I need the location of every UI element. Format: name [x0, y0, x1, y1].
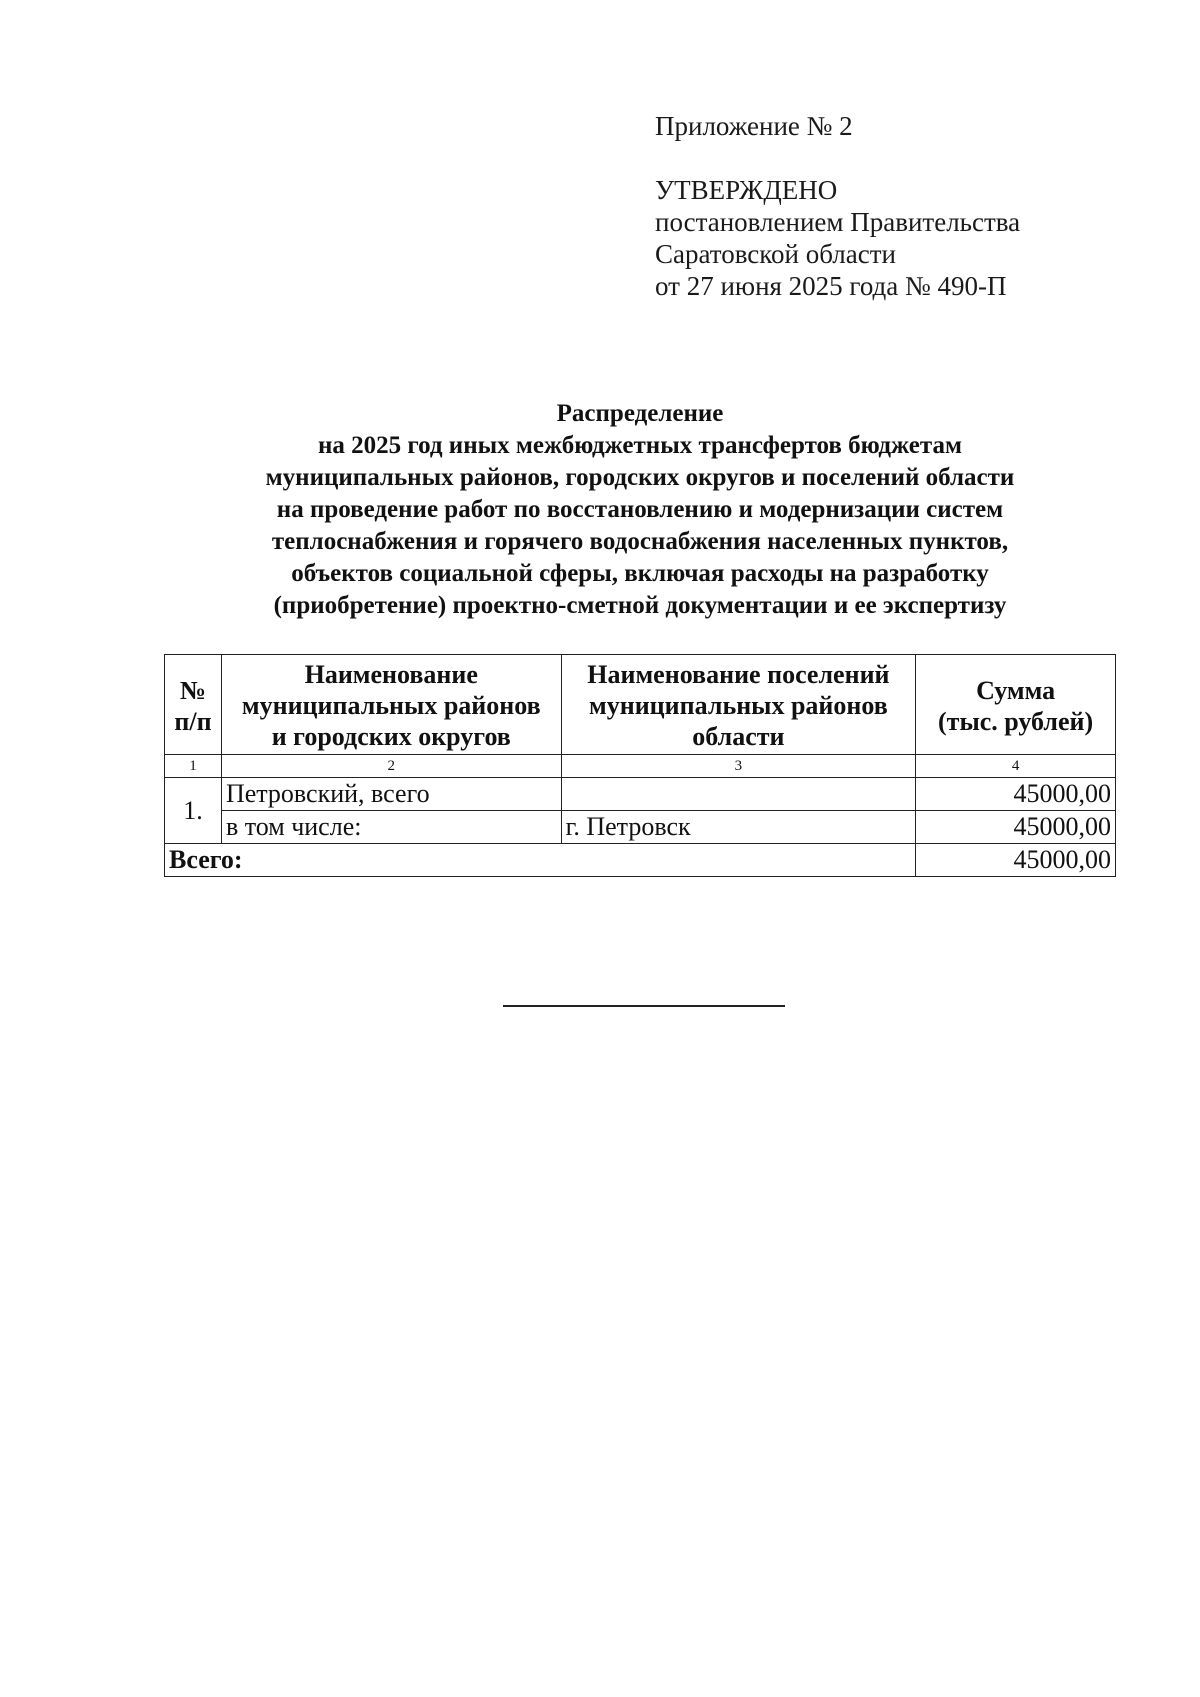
header-number: [165, 655, 222, 755]
column-number: 1: [165, 755, 222, 778]
total-amount: 45000,00: [916, 844, 1116, 877]
title-line: муниципальных районов, городских округов и поселений области: [265, 464, 1015, 491]
distribution-table: [164, 654, 1116, 877]
total-row: [165, 844, 1116, 877]
table-row: [165, 778, 1116, 811]
district-name: в том числе:: [221, 811, 561, 844]
header-text: №: [179, 675, 207, 705]
header-district: [221, 655, 561, 755]
header-text: и городских округов: [271, 722, 511, 751]
approval-stamp: [655, 110, 1135, 302]
header-text: Наименование: [304, 660, 478, 689]
title-line: (приобретение) проектно-сметной документации и ее экспертизу: [273, 592, 1007, 619]
column-number: 2: [221, 755, 561, 778]
table-row: [165, 811, 1116, 844]
closing-divider: [503, 1005, 785, 1007]
settlement-name: г. Петровск: [561, 811, 916, 844]
approved-label: УТВЕРЖДЕНО: [655, 175, 838, 205]
title-line: на 2025 год иных межбюджетных трансфертов бюджетам: [317, 432, 963, 459]
header-text: (тыс. рублей): [938, 706, 1094, 736]
title-line: теплоснабжения и горячего водоснабжения населенных пунктов,: [271, 528, 1009, 555]
header-text: муниципальных районов: [589, 691, 888, 720]
row-number: 1.: [165, 778, 222, 844]
approved-by-line: постановлением Правительства: [655, 207, 1021, 237]
title-line: Распределение: [556, 400, 724, 427]
total-label: Всего:: [165, 844, 916, 877]
title-line: объектов социальной сферы, включая расходы на разработку: [291, 560, 989, 587]
amount-value: 45000,00: [916, 778, 1116, 811]
header-settlement: [561, 655, 916, 755]
district-name: Петровский, всего: [221, 778, 561, 811]
approved-date-line: от 27 июня 2025 года № 490-П: [655, 271, 1007, 301]
column-number: 3: [561, 755, 916, 778]
column-number: 4: [916, 755, 1116, 778]
header-amount: [916, 655, 1116, 755]
approved-region-line: Саратовской области: [655, 239, 896, 269]
header-text: области: [692, 722, 785, 751]
annex-label: Приложение № 2: [655, 111, 853, 141]
title-line: на проведение работ по восстановлению и модернизации систем: [276, 496, 1004, 523]
column-number-row: [165, 755, 1116, 778]
document-title: [160, 398, 1120, 622]
header-text: Сумма: [976, 675, 1056, 705]
header-text: муниципальных районов: [241, 691, 541, 720]
header-text: Наименование поселений: [587, 660, 890, 689]
amount-value: 45000,00: [916, 811, 1116, 844]
header-text: п/п: [174, 706, 212, 736]
table-header-row: [165, 655, 1116, 755]
settlement-name: [561, 778, 916, 811]
